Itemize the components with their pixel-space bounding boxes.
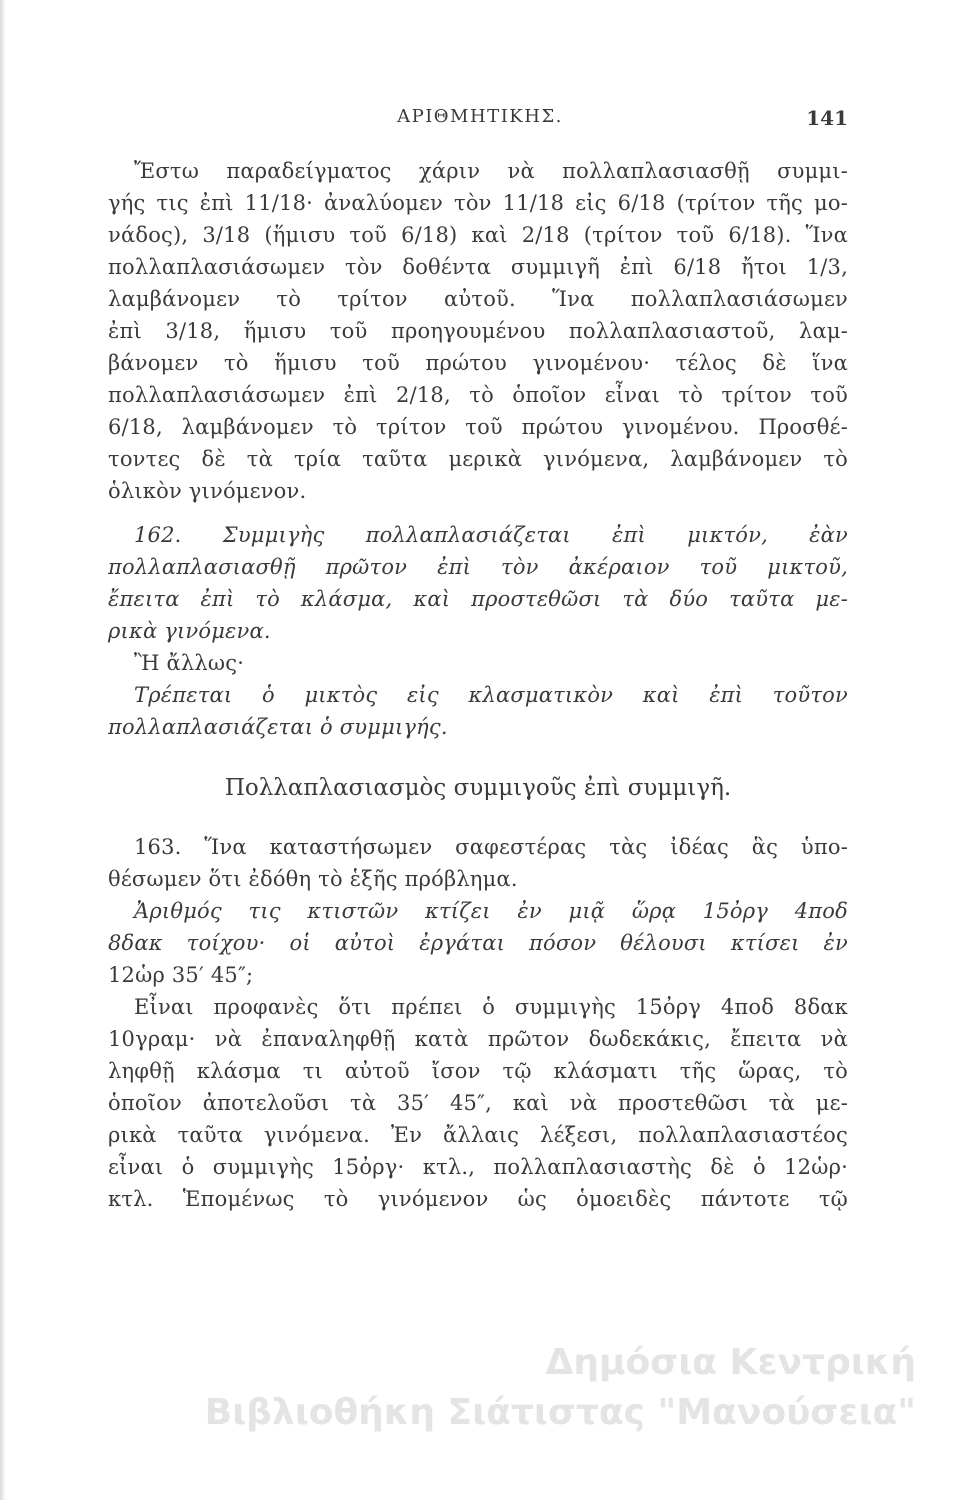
text-line: εἶναι ὁ συμμιγὴς 15ὀργ· κτλ., πολλαπλασιαστὴς δὲ ὁ 12ὡρ·: [108, 1155, 848, 1179]
text-line: ὁποῖον ἀποτελοῦσι τὰ 35′ 45″, καὶ νὰ προστεθῶσι τὰ με-: [108, 1091, 848, 1115]
page-edge-shadow: [0, 0, 6, 1500]
text-line: πολλαπλασιάσωμεν ἐπὶ 2/18, τὸ ὁποῖον εἶναι τὸ τρίτον τοῦ: [108, 383, 848, 407]
text-line: γής τις ἐπὶ 11/18· ἀναλύομεν τὸν 11/18 εἰς 6/18 (τρίτον τῆς μο-: [108, 191, 848, 215]
rule-162: [108, 519, 848, 647]
alternative-rule: [108, 679, 848, 743]
library-watermark: [156, 1338, 916, 1438]
text-line: 6/18, λαμβάνομεν τὸ τρίτον τοῦ πρώτου γινομένου. Προσθέ-: [108, 415, 848, 439]
text-line: πολλαπλασιάζεται ὁ συμμιγής.: [108, 715, 448, 739]
text-line: λαμβάνομεν τὸ τρίτον αὐτοῦ. Ἵνα πολλαπλασιάσωμεν: [108, 287, 848, 311]
text-line: ρικὰ γινόμενα.: [108, 619, 271, 643]
text-line: 162. Συμμιγὴς πολλαπλασιάζεται ἐπὶ μικτόν, ἐὰν: [134, 523, 848, 547]
text-line: βάνομεν τὸ ἥμισυ τοῦ πρώτου γινομένου· τέλος δὲ ἵνα: [108, 351, 848, 375]
text-line: κτλ. Ἑπομένως τὸ γινόμενον ὡς ὁμοειδὲς πάντοτε τῷ: [108, 1187, 848, 1211]
text-block: [108, 155, 848, 1215]
text-line: ληφθῇ κλάσμα τι αὐτοῦ ἴσον τῷ κλάσματι τῆς ὥρας, τὸ: [108, 1059, 848, 1083]
text-line: 12ὡρ 35′ 45″;: [108, 963, 254, 987]
text-line: νάδος), 3/18 (ἥμισυ τοῦ 6/18) καὶ 2/18 (τρίτον τοῦ 6/18). Ἵνα: [108, 223, 848, 247]
running-head: [112, 106, 848, 136]
text-line: 8δακ τοίχου· οἱ αὐτοὶ ἐργάται πόσον θέλουσι κτίσει ἐν: [108, 931, 848, 955]
text-line: 163. Ἵνα καταστήσωμεν σαφεστέρας τὰς ἰδέας ἃς ὑπο-: [134, 835, 848, 859]
paragraph-example: [108, 155, 848, 507]
running-title: ΑΡΙΘΜΗΤΙΚΗΣ.: [397, 106, 563, 127]
text-line: ὁλικὸν γινόμενον.: [108, 479, 307, 503]
text-line: Ἔστω παραδείγματος χάριν νὰ πολλαπλασιασθῇ συμμι-: [134, 159, 848, 183]
watermark-line: Δημόσια Κεντρική: [545, 1342, 916, 1383]
text-line: ἐπὶ 3/18, ἥμισυ τοῦ προηγουμένου πολλαπλασιαστοῦ, λαμ-: [108, 319, 848, 343]
explanation-paragraph: [108, 991, 848, 1215]
watermark-line: Βιβλιοθήκη Σιάτιστας "Μανούσεια": [204, 1392, 916, 1433]
text-line: 10γραμ· νὰ ἐπαναληφθῇ κατὰ πρῶτον δωδεκάκις, ἔπειτα νὰ: [108, 1027, 848, 1051]
text-line: πολλαπλασιάσωμεν τὸν δοθέντα συμμιγῆ ἐπὶ 6/18 ἤτοι 1/3,: [108, 255, 848, 279]
text-line: Τρέπεται ὁ μικτὸς εἰς κλασματικὸν καὶ ἐπὶ τοῦτον: [134, 683, 848, 707]
text-line: Ἀριθμός τις κτιστῶν κτίζει ἐν μιᾷ ὥρᾳ 15ὀργ 4ποδ: [134, 899, 848, 923]
paragraph-163: [108, 831, 848, 895]
text-line: θέσωμεν ὅτι ἐδόθη τὸ ἑξῆς πρόβλημα.: [108, 867, 518, 891]
text-line: ἔπειτα ἐπὶ τὸ κλάσμα, καὶ προστεθῶσι τὰ δύο ταῦτα με-: [108, 587, 848, 611]
text-line: τοντες δὲ τὰ τρία ταῦτα μερικὰ γινόμενα, λαμβάνομεν τὸ: [108, 447, 848, 471]
text-line: πολλαπλασιασθῇ πρῶτον ἐπὶ τὸν ἀκέραιον τοῦ μικτοῦ,: [108, 555, 848, 579]
text-line: ρικὰ ταῦτα γινόμενα. Ἐν ἄλλαις λέξεσι, πολλαπλασιαστέος: [108, 1123, 848, 1147]
page-number: 141: [806, 106, 848, 130]
alternative-label: Ἢ ἄλλως·: [134, 651, 245, 675]
text-line: Εἶναι προφανὲς ὅτι πρέπει ὁ συμμιγὴς 15ὀργ 4ποδ 8δακ: [134, 995, 848, 1019]
section-heading: Πολλαπλασιασμὸς συμμιγοῦς ἐπὶ συμμιγῆ.: [224, 775, 732, 801]
problem-statement: [108, 895, 848, 991]
